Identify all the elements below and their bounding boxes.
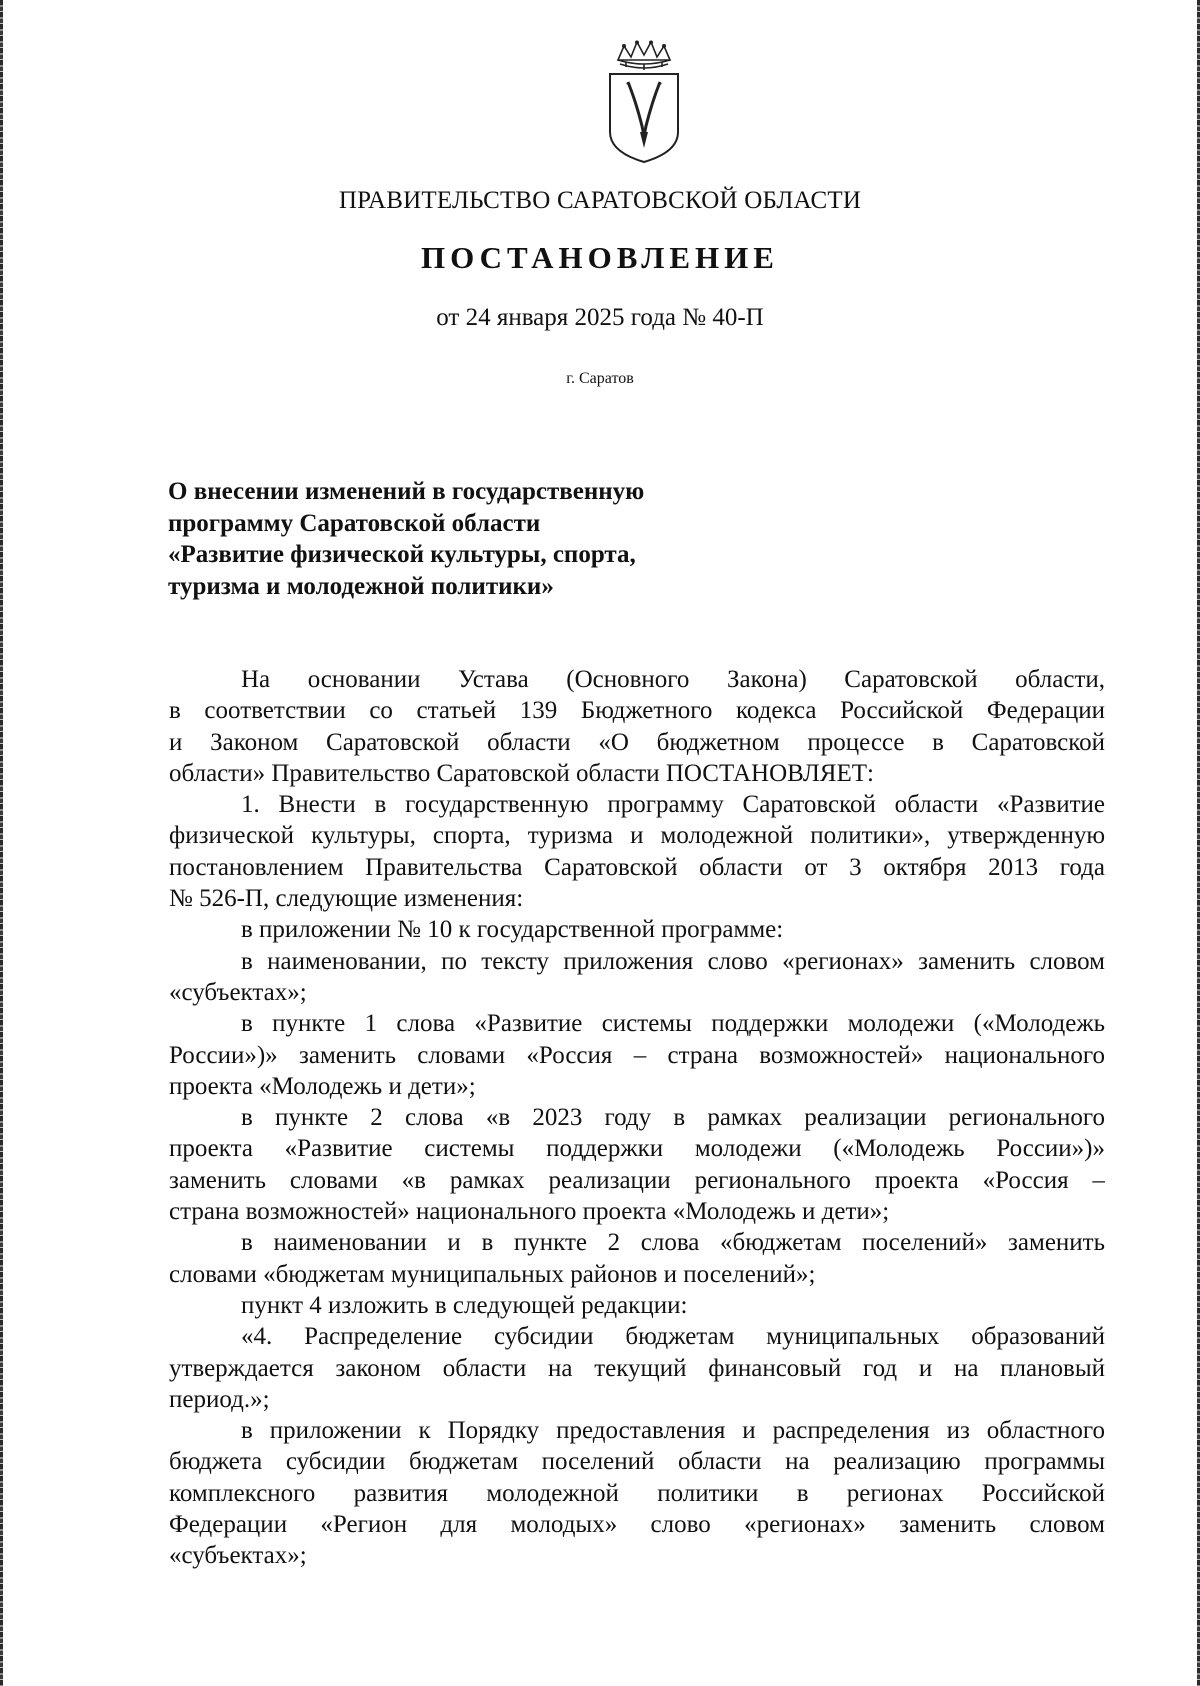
- body-line: пункт 4 изложить в следующей редакции:: [241, 1291, 688, 1319]
- document-place: г. Саратов: [566, 370, 634, 387]
- body-line: в приложении к Порядку предоставления и распределения из областного: [241, 1417, 1105, 1445]
- body-line: в приложении № 10 к государственной программе:: [241, 916, 784, 944]
- document-body: [169, 664, 1105, 1572]
- body-line: № 526-П, следующие изменения:: [169, 885, 524, 913]
- body-line: проекта «Развитие системы поддержки молодежи («Молодежь России»)»: [169, 1135, 1105, 1163]
- document-type: ПОСТАНОВЛЕНИЕ: [421, 240, 779, 275]
- body-line: комплексного развития молодежной политики в регионах Российской: [169, 1479, 1105, 1507]
- body-line: в пункте 1 слова «Развитие системы поддержки молодежи («Молодежь: [241, 1010, 1105, 1038]
- body-line: физической культуры, спорта, туризма и молодежной политики», утвержденную: [169, 822, 1105, 850]
- body-line: 1. Внести в государственную программу Саратовской области «Развитие: [241, 791, 1105, 819]
- body-line: утверждается законом области на текущий финансовый год и на плановый: [169, 1354, 1105, 1382]
- body-line: На основании Устава (Основного Закона) Саратовской области,: [241, 666, 1105, 693]
- organization-name: ПРАВИТЕЛЬСТВО САРАТОВСКОЙ ОБЛАСТИ: [338, 187, 862, 214]
- title-line: «Развитие физической культуры, спорта,: [168, 541, 636, 568]
- body-line: проекта «Молодежь и дети»;: [169, 1072, 476, 1100]
- body-line: бюджета субсидии бюджетам поселений области на реализацию программы: [169, 1448, 1105, 1476]
- document-title: [168, 476, 768, 602]
- body-line: «субъектах»;: [169, 978, 307, 1006]
- body-line: страна возможностей» национального проекта «Молодежь и дети»;: [169, 1198, 890, 1226]
- body-line: области» Правительство Саратовской области ПОСТАНОВЛЯЕТ:: [169, 759, 874, 787]
- body-line: «субъектах»;: [169, 1542, 307, 1570]
- body-line: России»)» заменить словами «Россия – страна возможностей» национального: [169, 1041, 1105, 1069]
- body-line: заменить словами «в рамках реализации регионального проекта «Россия –: [169, 1166, 1105, 1194]
- body-line: в соответствии со статьей 139 Бюджетного кодекса Российской Федерации: [169, 697, 1105, 725]
- body-line: Федерации «Регион для молодых» слово «регионах» заменить словом: [169, 1511, 1105, 1539]
- body-line: и Законом Саратовской области «О бюджетном процессе в Саратовской: [169, 728, 1105, 756]
- body-line: в наименовании и в пункте 2 слова «бюджетам поселений» заменить: [241, 1229, 1105, 1257]
- title-line: туризма и молодежной политики»: [168, 572, 554, 600]
- body-line: постановлением Правительства Саратовской области от 3 октября 2013 года: [169, 853, 1105, 881]
- body-line: в пункте 2 слова «в 2023 году в рамках реализации регионального: [241, 1104, 1105, 1132]
- body-line: словами «бюджетам муниципальных районов и поселений»;: [169, 1260, 816, 1288]
- body-line: период.»;: [169, 1385, 270, 1413]
- title-line: программу Саратовской области: [168, 509, 541, 537]
- title-line: О внесении изменений в государственную: [168, 478, 645, 505]
- body-line: «4. Распределение субсидии бюджетам муниципальных образований: [241, 1323, 1105, 1351]
- body-line: в наименовании, по тексту приложения слово «регионах» заменить словом: [241, 947, 1105, 975]
- document-date-number: от 24 января 2025 года № 40-П: [436, 304, 764, 331]
- coat-of-arms-icon: [604, 40, 684, 164]
